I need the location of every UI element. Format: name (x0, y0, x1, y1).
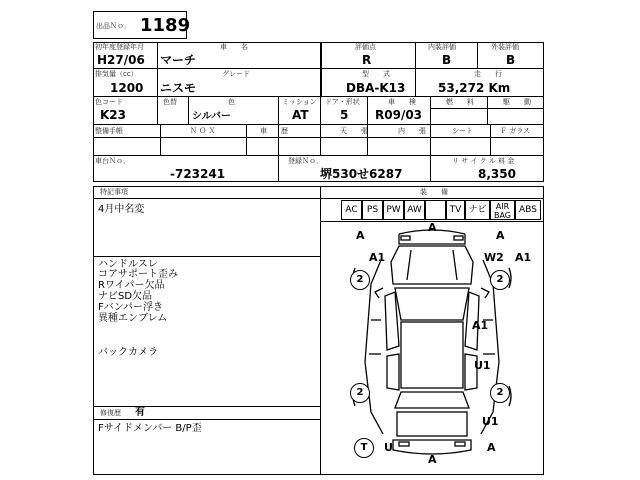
equip-label: TV (449, 205, 462, 215)
year-value: H27/06 (97, 53, 145, 67)
repair-detail: Fサイドメンバー B/P歪 (98, 423, 202, 434)
equip-label: AW (407, 205, 422, 215)
equip-navi (465, 200, 490, 220)
notes-top: 4月中名変 (98, 204, 145, 215)
equipment-label: 装 備 (420, 188, 448, 196)
inspection-label: 車 検 (388, 98, 416, 106)
displacement-value: 1200 (110, 81, 144, 95)
model-label: 型 式 (362, 70, 390, 78)
score-value: R (362, 53, 372, 67)
notes-divider (93, 406, 321, 407)
mission-value: AT (292, 108, 309, 122)
chassis-value: -723241 (170, 167, 226, 181)
note-line: Fバンパー浮き (98, 302, 164, 313)
regno-value: 堺530せ6287 (320, 167, 403, 181)
grade-value: ニスモ (160, 81, 197, 95)
color-code-value: K23 (100, 108, 126, 122)
row-divider (93, 96, 544, 97)
col-divider (430, 124, 431, 155)
equip-pw (383, 200, 404, 220)
note-line: Rワイパー欠品 (98, 280, 165, 291)
col-divider (415, 42, 416, 68)
dmg-side-right-1: A1 (472, 319, 489, 332)
dmg-side-right-2: U1 (474, 359, 491, 372)
col-divider (320, 42, 322, 96)
equip-tv (446, 200, 465, 220)
equipment-divider (320, 198, 544, 199)
col-divider (278, 96, 279, 155)
nox-label: Ｎ Ｏ Ｘ (190, 127, 216, 135)
drive-label: 駆 動 (503, 98, 531, 106)
lot-number: 1189 (140, 15, 191, 36)
color-type-label: 色替 (163, 98, 177, 106)
roof-label: 天 張 (340, 127, 368, 135)
recycle-label: リ サ イ ク ル 料 金 (452, 157, 515, 165)
color-label: 色 (228, 98, 235, 106)
repair-label: 修復歴 (100, 409, 121, 417)
dmg-hood-right-w: W2 (484, 251, 504, 264)
col-divider (157, 96, 158, 124)
note-line: 異種エンブレム (98, 313, 168, 324)
equip-blank (425, 200, 446, 220)
col-divider (278, 155, 279, 182)
name-label: 車 名 (220, 43, 248, 51)
color-value: シルバー (192, 111, 232, 122)
history-label: 車 歴 (260, 127, 288, 135)
exterior-value: B (506, 53, 516, 67)
equip-label: AIR BAG (493, 202, 512, 220)
displacement-label: 排気量（cc） (95, 70, 138, 78)
notes-divider (93, 256, 321, 257)
dmg-rear-right-a: A (487, 441, 496, 454)
car-diagram (321, 222, 543, 474)
col-divider (160, 124, 161, 155)
tire-rear-left: 2 (350, 383, 370, 403)
col-divider (157, 68, 158, 96)
tire-front-left: 2 (350, 270, 370, 290)
tire-front-right: 2 (490, 270, 510, 290)
equip-label: ABS (519, 205, 537, 215)
equip-label: AC (345, 205, 358, 215)
equip-label: ナビ (468, 205, 487, 215)
equip-label: PS (366, 205, 379, 215)
tire-rear-right: 2 (490, 383, 510, 403)
inspection-value: R09/03 (375, 108, 423, 122)
row-divider (93, 155, 544, 156)
dmg-rear-a: A (428, 453, 437, 466)
dmg-front: A (428, 221, 437, 234)
col-divider (430, 155, 431, 182)
score-label: 評価点 (355, 43, 376, 51)
chassis-label: 車台Ｎｏ． (95, 157, 130, 165)
inner-label: 内 張 (398, 127, 426, 135)
col-divider (415, 68, 416, 96)
interior-label: 内装評価 (428, 43, 456, 51)
mileage-label: 走 行 (474, 70, 502, 78)
col-divider (188, 96, 189, 124)
doors-label: ドア・形状 (325, 98, 360, 106)
lot-number-label: 出品Ｎｏ． (96, 22, 131, 30)
notes-label: 特記事項 (100, 188, 128, 196)
dmg-front-left: A (356, 229, 365, 242)
equip-ac (341, 200, 362, 220)
equip-label: PW (386, 205, 401, 215)
notes-divider (93, 198, 321, 199)
glass-label: Ｆ ガラス (500, 127, 531, 135)
dmg-front-right: A (496, 229, 505, 242)
repair-value: 有 (135, 407, 145, 418)
drive-value-cell (487, 108, 544, 125)
name-value: マーチ (160, 53, 197, 67)
interior-value: B (442, 53, 452, 67)
col-divider (157, 42, 158, 68)
dmg-rear-right-u: U1 (482, 415, 499, 428)
dmg-hood-right: A1 (515, 251, 532, 264)
dmg-rear-t: T (354, 438, 374, 458)
dmg-rear-u: U (384, 441, 393, 454)
recycle-value: 8,350 (478, 167, 516, 181)
mission-label: ミッション (282, 98, 317, 106)
dmg-hood-left: A1 (369, 251, 386, 264)
exterior-label: 外装評価 (491, 43, 519, 51)
note-line: ナビSD欠品 (98, 291, 153, 302)
mileage-value: 53,272 Km (438, 81, 511, 95)
equip-abs (515, 200, 541, 220)
note-line: コアサポート歪み (98, 269, 178, 280)
note-line: ハンドルスレ (98, 259, 158, 270)
model-value: DBA-K13 (346, 81, 406, 95)
col-divider (477, 42, 478, 68)
notes-divider (93, 419, 321, 420)
col-divider (246, 124, 247, 155)
doors-value: 5 (340, 108, 349, 122)
equip-aw (404, 200, 425, 220)
col-divider (320, 96, 321, 124)
note-camera: バックカメラ (98, 347, 158, 358)
manual-label: 整備手帳 (95, 127, 123, 135)
seat-label: シート (452, 127, 473, 135)
col-divider (490, 124, 491, 155)
grade-label: グレード (222, 70, 250, 78)
equip-airbag (490, 200, 515, 220)
equip-ps (362, 200, 383, 220)
col-divider (320, 124, 321, 155)
fuel-label: 燃 料 (446, 98, 474, 106)
fuel-value-cell (430, 108, 487, 125)
col-divider (367, 96, 368, 155)
color-code-label: 色コード (95, 98, 123, 106)
row-divider (93, 68, 544, 69)
year-label: 初年度登録年月 (95, 43, 144, 51)
lot-number-box (93, 11, 191, 39)
regno-label: 登録Ｎｏ． (288, 157, 323, 165)
